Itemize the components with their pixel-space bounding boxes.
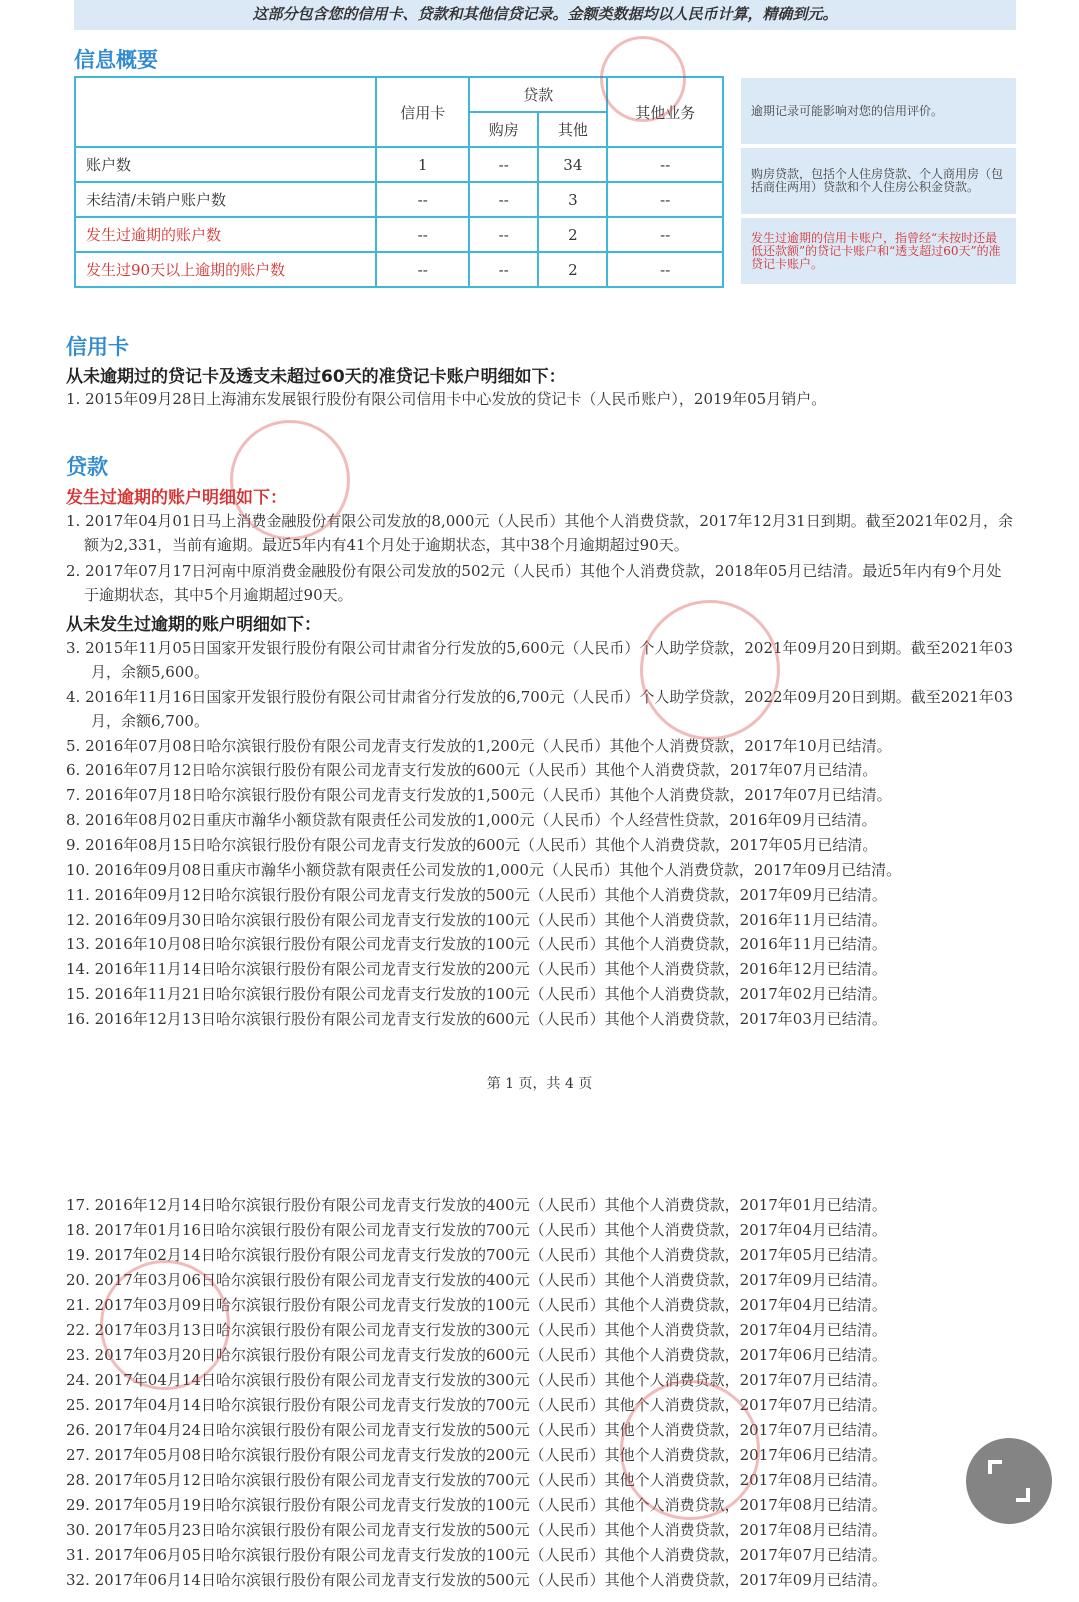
- list-item: 21. 2017年03月09日哈尔滨银行股份有限公司龙青支行发放的100元（人民币）其他个人消费贷款，2017年04月已结清。: [66, 1296, 887, 1314]
- list-item: 22. 2017年03月13日哈尔滨银行股份有限公司龙青支行发放的300元（人民币）其他个人消费贷款，2017年04月已结清。: [66, 1321, 887, 1339]
- fullscreen-exit-icon: [986, 1458, 1032, 1504]
- list-item: 20. 2017年03月06日哈尔滨银行股份有限公司龙青支行发放的400元（人民币）其他个人消费贷款，2017年09月已结清。: [66, 1271, 887, 1289]
- header-empty-cell: [75, 77, 376, 147]
- page-number: 第 1 页，共 4 页: [486, 1076, 593, 1092]
- row-label: 发生过90天以上逾期的账户数: [75, 252, 376, 287]
- cell-biz: --: [607, 252, 723, 287]
- table-row: [75, 217, 723, 252]
- list-item: 2. 2017年07月17日河南中原消费金融股份有限公司发放的502元（人民币）其他个人消费贷款，2018年05月已结清。最近5年内有9个月处于逾期状态，其中5个月逾期超过90天。: [66, 562, 1002, 604]
- credit-card-title: 信用卡: [66, 335, 129, 359]
- cell-cc: --: [376, 217, 469, 252]
- list-item: 4. 2016年11月16日国家开发银行股份有限公司甘肃省分行发放的6,700元（人民币）个人助学贷款，2022年09月20日到期。截至2021年03月，余额6,700。: [66, 688, 1013, 730]
- credit-card-subhead: 从未逾期过的贷记卡及透支未超过60天的准贷记卡账户明细如下：: [66, 367, 566, 387]
- row-label: 发生过逾期的账户数: [75, 217, 376, 252]
- cell-biz: --: [607, 182, 723, 217]
- overdue-subhead: 发生过逾期的账户明细如下：: [66, 488, 287, 508]
- normal-subhead: 从未发生过逾期的账户明细如下：: [66, 615, 321, 635]
- list-item: 12. 2016年09月30日哈尔滨银行股份有限公司龙青支行发放的100元（人民币）其他个人消费贷款，2016年11月已结清。: [66, 911, 887, 929]
- list-item: 9. 2016年08月15日哈尔滨银行股份有限公司龙青支行发放的600元（人民币）其他个人消费贷款，2017年05月已结清。: [66, 836, 878, 854]
- cell-cc: --: [376, 182, 469, 217]
- stamp-seal-icon: [230, 420, 350, 540]
- loans-title: 贷款: [66, 455, 108, 479]
- list-item: 24. 2017年04月14日哈尔滨银行股份有限公司龙青支行发放的300元（人民币）其他个人消费贷款，2017年07月已结清。: [66, 1371, 887, 1389]
- list-item: 13. 2016年10月08日哈尔滨银行股份有限公司龙青支行发放的100元（人民币）其他个人消费贷款，2016年11月已结清。: [66, 935, 887, 953]
- section-banner: 这部分包含您的信用卡、贷款和其他信贷记录。金额类数据均以人民币计算，精确到元。: [74, 0, 1016, 30]
- note-overdue-card: 发生过逾期的信用卡账户，指曾经“未按时还最低还款额”的贷记卡账户和“透支超过60天”的准贷记卡账户。: [741, 218, 1016, 284]
- summary-title: 信息概要: [74, 48, 158, 72]
- cell-other: 2: [538, 217, 607, 252]
- list-item: 31. 2017年06月05日哈尔滨银行股份有限公司龙青支行发放的100元（人民币）其他个人消费贷款，2017年07月已结清。: [66, 1546, 887, 1564]
- list-item: 19. 2017年02月14日哈尔滨银行股份有限公司龙青支行发放的700元（人民币）其他个人消费贷款，2017年05月已结清。: [66, 1246, 887, 1264]
- cell-housing: --: [469, 147, 538, 182]
- note-overdue-impact: 逾期记录可能影响对您的信用评价。: [741, 78, 1016, 144]
- stamp-seal-icon: [100, 1260, 230, 1390]
- list-item: 26. 2017年04月24日哈尔滨银行股份有限公司龙青支行发放的500元（人民币）其他个人消费贷款，2017年07月已结清。: [66, 1421, 887, 1439]
- table-row: [75, 147, 723, 182]
- list-item: 11. 2016年09月12日哈尔滨银行股份有限公司龙青支行发放的500元（人民币）其他个人消费贷款，2017年09月已结清。: [66, 886, 887, 904]
- cell-biz: --: [607, 147, 723, 182]
- header-other: 其他: [538, 112, 607, 147]
- note-housing-loan: 购房贷款，包括个人住房贷款、个人商用房（包括商住两用）贷款和个人住房公积金贷款。: [741, 148, 1016, 214]
- cell-housing: --: [469, 182, 538, 217]
- cell-cc: --: [376, 252, 469, 287]
- list-item: 5. 2016年07月08日哈尔滨银行股份有限公司龙青支行发放的1,200元（人民币）其他个人消费贷款，2017年10月已结清。: [66, 737, 892, 755]
- list-item: 16. 2016年12月13日哈尔滨银行股份有限公司龙青支行发放的600元（人民币）其他个人消费贷款，2017年03月已结清。: [66, 1010, 887, 1028]
- stamp-seal-icon: [620, 1380, 760, 1520]
- list-item: 17. 2016年12月14日哈尔滨银行股份有限公司龙青支行发放的400元（人民币）其他个人消费贷款，2017年01月已结清。: [66, 1196, 887, 1214]
- table-row: [75, 252, 723, 287]
- list-item: 8. 2016年08月02日重庆市瀚华小额贷款有限责任公司发放的1,000元（人民币）个人经营性贷款，2016年09月已结清。: [66, 811, 877, 829]
- list-item: 18. 2017年01月16日哈尔滨银行股份有限公司龙青支行发放的700元（人民币）其他个人消费贷款，2017年04月已结清。: [66, 1221, 887, 1239]
- cell-other: 34: [538, 147, 607, 182]
- header-loan: 贷款: [469, 77, 607, 112]
- fullscreen-exit-button[interactable]: [966, 1438, 1052, 1524]
- list-item: 7. 2016年07月18日哈尔滨银行股份有限公司龙青支行发放的1,500元（人民币）其他个人消费贷款，2017年07月已结清。: [66, 786, 892, 804]
- list-item: 6. 2016年07月12日哈尔滨银行股份有限公司龙青支行发放的600元（人民币）其他个人消费贷款，2017年07月已结清。: [66, 761, 878, 779]
- cell-housing: --: [469, 217, 538, 252]
- table-row: [75, 182, 723, 217]
- cell-housing: --: [469, 252, 538, 287]
- list-item: 1. 2015年09月28日上海浦东发展银行股份有限公司信用卡中心发放的贷记卡（人民币账户），2019年05月销户。: [66, 390, 827, 408]
- cell-other: 2: [538, 252, 607, 287]
- list-item: 32. 2017年06月14日哈尔滨银行股份有限公司龙青支行发放的500元（人民币）其他个人消费贷款，2017年09月已结清。: [66, 1571, 887, 1589]
- cell-cc: 1: [376, 147, 469, 182]
- row-label: 账户数: [75, 147, 376, 182]
- list-item: 29. 2017年05月19日哈尔滨银行股份有限公司龙青支行发放的100元（人民币）其他个人消费贷款，2017年08月已结清。: [66, 1496, 887, 1514]
- list-item: 27. 2017年05月08日哈尔滨银行股份有限公司龙青支行发放的200元（人民币）其他个人消费贷款，2017年06月已结清。: [66, 1446, 887, 1464]
- cell-other: 3: [538, 182, 607, 217]
- list-item: 25. 2017年04月14日哈尔滨银行股份有限公司龙青支行发放的700元（人民币）其他个人消费贷款，2017年07月已结清。: [66, 1396, 887, 1414]
- list-item: 1. 2017年04月01日马上消费金融股份有限公司发放的8,000元（人民币）其他个人消费贷款，2017年12月31日到期。截至2021年02月，余额为2,331，当前有逾期。最近5年内有41个月处于逾期状态，其中38个月逾期超过90天。: [66, 512, 1013, 554]
- stamp-seal-icon: [640, 600, 780, 740]
- list-item: 23. 2017年03月20日哈尔滨银行股份有限公司龙青支行发放的600元（人民币）其他个人消费贷款，2017年06月已结清。: [66, 1346, 887, 1364]
- cell-biz: --: [607, 217, 723, 252]
- header-other-business: 其他业务: [607, 77, 723, 147]
- list-item: 14. 2016年11月14日哈尔滨银行股份有限公司龙青支行发放的200元（人民币）其他个人消费贷款，2016年12月已结清。: [66, 960, 887, 978]
- header-housing: 购房: [469, 112, 538, 147]
- stamp-seal-icon: [600, 36, 686, 122]
- header-credit-card: 信用卡: [376, 77, 469, 147]
- list-item: 30. 2017年05月23日哈尔滨银行股份有限公司龙青支行发放的500元（人民币）其他个人消费贷款，2017年08月已结清。: [66, 1521, 887, 1539]
- list-item: 10. 2016年09月08日重庆市瀚华小额贷款有限责任公司发放的1,000元（人民币）其他个人消费贷款，2017年09月已结清。: [66, 861, 902, 879]
- list-item: 28. 2017年05月12日哈尔滨银行股份有限公司龙青支行发放的700元（人民币）其他个人消费贷款，2017年08月已结清。: [66, 1471, 887, 1489]
- row-label: 未结清/未销户账户数: [75, 182, 376, 217]
- list-item: 3. 2015年11月05日国家开发银行股份有限公司甘肃省分行发放的5,600元（人民币）个人助学贷款，2021年09月20日到期。截至2021年03月，余额5,600。: [66, 639, 1013, 681]
- list-item: 15. 2016年11月21日哈尔滨银行股份有限公司龙青支行发放的100元（人民币）其他个人消费贷款，2017年02月已结清。: [66, 985, 887, 1003]
